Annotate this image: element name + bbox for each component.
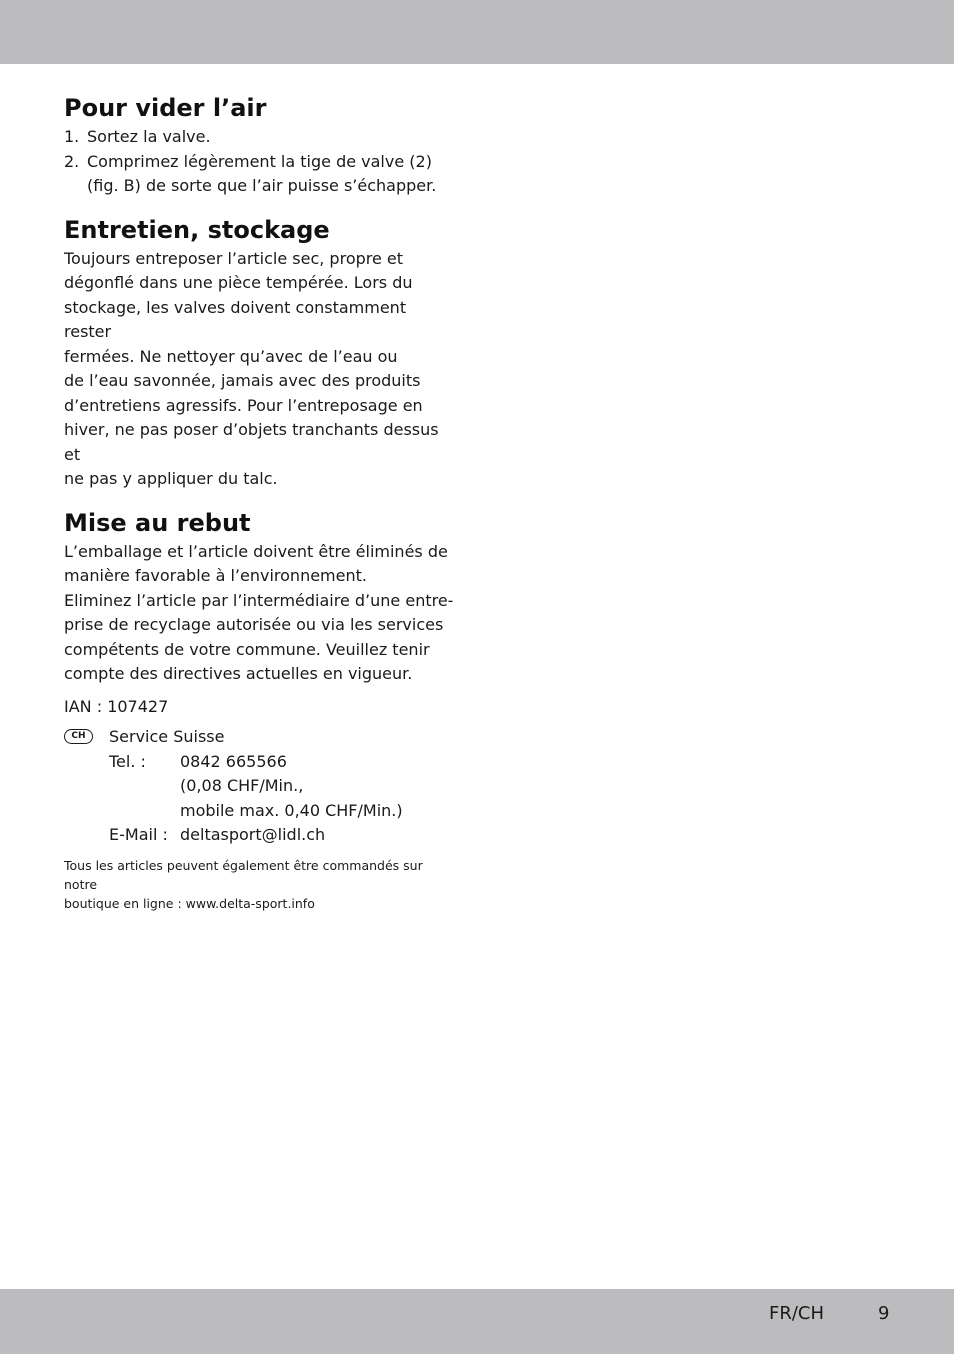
text-line: de l’eau savonnée, jamais avec des produits bbox=[64, 371, 421, 390]
step-text: Comprimez légèrement la tige de valve (2) bbox=[87, 151, 432, 171]
text-line: dégonflé dans une pièce tempérée. Lors du bbox=[64, 273, 413, 292]
service-name: Service Suisse bbox=[109, 727, 225, 746]
deflate-steps bbox=[64, 125, 454, 199]
service-block bbox=[64, 725, 454, 848]
text-line: L’emballage et l’article doivent être éliminés de bbox=[64, 541, 448, 561]
email-value: deltasport@lidl.ch bbox=[180, 825, 326, 844]
list-item bbox=[64, 150, 454, 199]
text-line: compte des directives actuelles en vigueur. bbox=[64, 664, 413, 683]
text-line: hiver, ne pas poser d’objets tranchants dessus et bbox=[64, 420, 439, 464]
list-item bbox=[64, 125, 454, 150]
text-line: prise de recyclage autorisée ou via les services bbox=[64, 615, 444, 634]
ch-country-icon: CH bbox=[64, 729, 93, 744]
maintenance-paragraph bbox=[64, 247, 454, 492]
disposal-paragraph bbox=[64, 540, 454, 687]
tel-rate: (0,08 CHF/Min., bbox=[180, 776, 304, 795]
heading-maintenance: Entretien, stockage bbox=[64, 215, 330, 244]
page-content bbox=[64, 93, 454, 913]
text-line: Tous les articles peuvent également être commandés sur notre bbox=[64, 857, 423, 892]
step-text: (fig. B) de sorte que l’air puisse s’échapper. bbox=[87, 176, 437, 195]
shop-note bbox=[64, 856, 454, 913]
text-line: Toujours entreposer l’article sec, propre et bbox=[64, 248, 404, 268]
page-number: 9 bbox=[878, 1303, 890, 1324]
text-line: boutique en ligne : www.delta-sport.info bbox=[64, 895, 315, 911]
step-number: 2. bbox=[64, 151, 80, 171]
text-line: d’entretiens agressifs. Pour l’entreposage en bbox=[64, 395, 423, 415]
text-line: compétents de votre commune. Veuillez tenir bbox=[64, 639, 430, 659]
step-text: Sortez la valve. bbox=[87, 127, 211, 146]
text-line: manière favorable à l’environnement. bbox=[64, 566, 367, 585]
tel-rate-mobile: mobile max. 0,40 CHF/Min.) bbox=[180, 800, 403, 820]
text-line: stockage, les valves doivent constamment rester bbox=[64, 297, 407, 341]
tel-value: 0842 665566 bbox=[180, 751, 287, 771]
email-label: E-Mail : bbox=[109, 825, 168, 844]
text-line: ne pas y appliquer du talc. bbox=[64, 469, 278, 488]
text-line: fermées. Ne nettoyer qu’avec de l’eau ou bbox=[64, 346, 398, 366]
heading-deflate: Pour vider l’air bbox=[64, 94, 267, 122]
text-line: Eliminez l’article par l’intermédiaire d’une entre- bbox=[64, 590, 454, 610]
heading-disposal: Mise au rebut bbox=[64, 508, 251, 537]
header-bar bbox=[0, 0, 954, 64]
tel-label: Tel. : bbox=[109, 751, 146, 771]
footer-language: FR/CH bbox=[769, 1303, 825, 1324]
step-number: 1. bbox=[64, 127, 80, 146]
ian-number: IAN : 107427 bbox=[64, 696, 169, 716]
